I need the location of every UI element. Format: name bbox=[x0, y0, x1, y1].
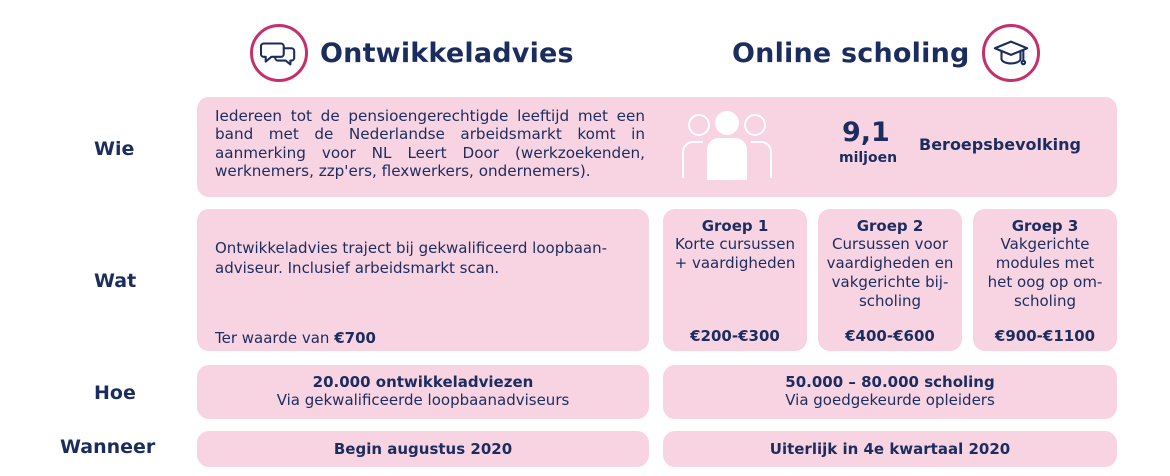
group-3-line-4: scholing bbox=[1013, 292, 1077, 310]
group-2-title: Groep 2 bbox=[856, 217, 924, 235]
hoe-left-box bbox=[197, 365, 649, 419]
wat-left-price-line bbox=[215, 329, 376, 347]
group-3-title: Groep 3 bbox=[1011, 217, 1079, 235]
group-2-price: €400-€600 bbox=[845, 327, 935, 345]
group-3-line-2: modules met bbox=[995, 254, 1095, 272]
row-label-hoe: Hoe bbox=[94, 382, 136, 404]
stat-unit: miljoen bbox=[839, 150, 898, 166]
row-label-wie: Wie bbox=[94, 138, 135, 160]
group-3-line-3: het oog op om- bbox=[987, 273, 1103, 291]
row-label-wat: Wat bbox=[94, 270, 137, 292]
group-3-line-1: Vakgerichte bbox=[1000, 235, 1090, 253]
hoe-left-sub: Via gekwalificeerde loopbaanadviseurs bbox=[276, 391, 570, 409]
wat-left-description: Ontwikkeladvies traject bij gekwalificeerd loopbaan-adviseur. Inclusief arbeidsmarkt scan. bbox=[215, 239, 608, 277]
group-1-price: €200-€300 bbox=[690, 327, 780, 345]
wat-left-price-prefix: Ter waarde van bbox=[215, 329, 335, 347]
group-3-box bbox=[973, 209, 1117, 351]
hoe-right-title: 50.000 – 80.000 scholing bbox=[785, 373, 995, 391]
wat-left-box bbox=[197, 209, 649, 351]
wanneer-right: Uiterlijk in 4e kwartaal 2020 bbox=[769, 440, 1011, 458]
speech-bubbles-icon bbox=[250, 24, 308, 82]
header-left-title: Ontwikkeladvies bbox=[320, 37, 574, 69]
wanneer-left: Begin augustus 2020 bbox=[333, 440, 513, 458]
hoe-left-title: 20.000 ontwikkeladviezen bbox=[312, 373, 534, 391]
wie-description: Iedereen tot de pensioengerechtigde leeftijd met een band met de Nederlandse arbeidsmarkt komt in aanmerking voor NL Leert Door (werkzoekenden, werknemers, zzp'ers, flexwerkers, ondernemers). bbox=[215, 107, 645, 180]
group-3-price: €900-€1100 bbox=[994, 327, 1096, 345]
group-2-line-2: vaardigheden en bbox=[826, 254, 954, 272]
group-1-line-1: Korte cursussen bbox=[675, 235, 795, 253]
group-2-line-4: scholing bbox=[858, 292, 922, 310]
stat-label: Beroepsbevolking bbox=[919, 135, 1081, 154]
group-2-line-1: Cursussen voor bbox=[831, 235, 948, 253]
hoe-right-sub: Via goedgekeurde opleiders bbox=[785, 391, 995, 409]
wie-box bbox=[197, 97, 1117, 197]
graduation-cap-icon bbox=[982, 24, 1040, 82]
group-1-title: Groep 1 bbox=[701, 217, 769, 235]
people-group-icon bbox=[679, 110, 775, 180]
stat-value: 9,1 bbox=[842, 117, 890, 148]
header-ontwikkeladvies bbox=[250, 22, 574, 84]
hoe-right-box bbox=[663, 365, 1117, 419]
wanneer-right-box bbox=[663, 431, 1117, 467]
header-online-scholing bbox=[732, 22, 1040, 84]
group-2-box bbox=[818, 209, 962, 351]
header-right-title: Online scholing bbox=[732, 37, 970, 69]
wat-left-price: €700 bbox=[334, 329, 376, 347]
wanneer-left-box bbox=[197, 431, 649, 467]
group-2-line-3: vakgerichte bij- bbox=[831, 273, 949, 291]
row-label-wanneer: Wanneer bbox=[60, 436, 156, 458]
group-1-box bbox=[663, 209, 807, 351]
group-1-line-2: + vaardigheden bbox=[674, 254, 796, 272]
